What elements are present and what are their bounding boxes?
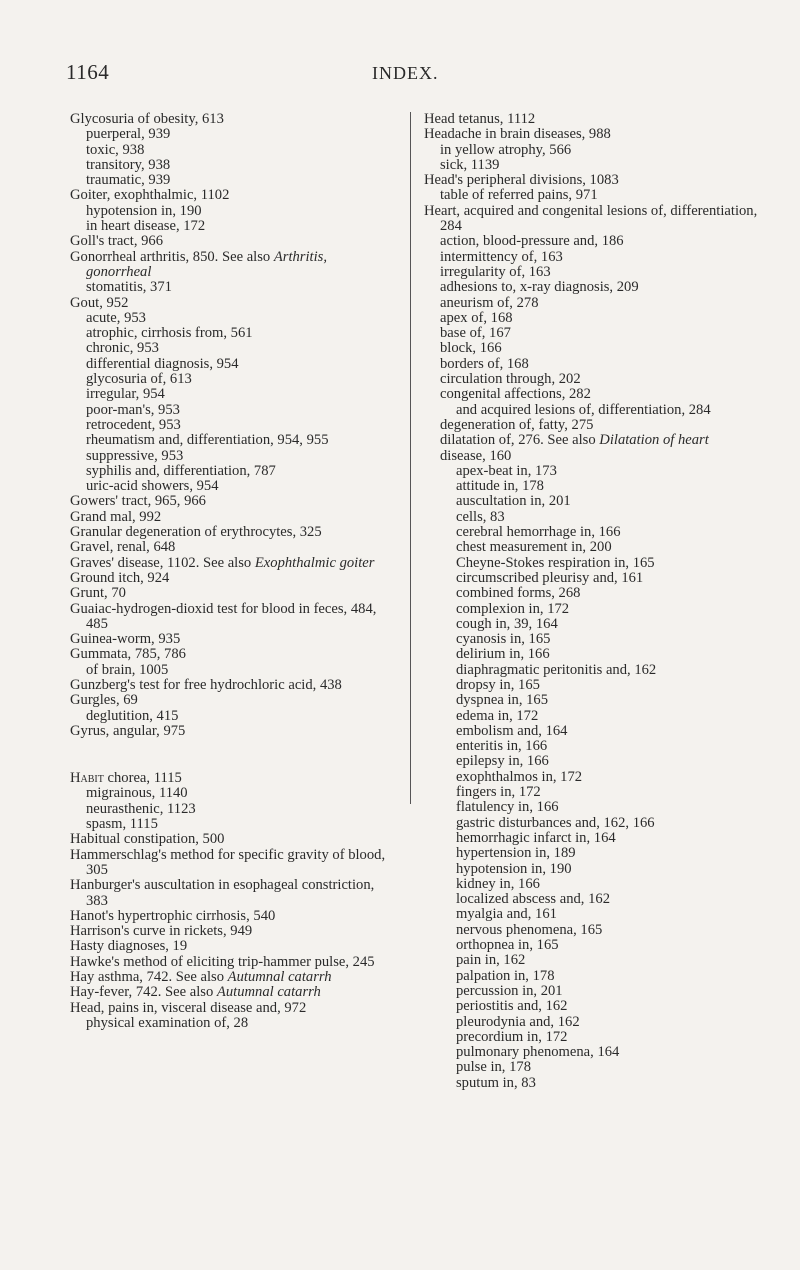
entry-text: disease, 160 xyxy=(440,447,512,464)
entry-text: spasm, 1115 xyxy=(86,816,158,833)
cross-reference: Autumnal catarrh xyxy=(227,969,332,986)
entry-text: Head, pains in, visceral disease and, 972 xyxy=(70,999,307,1016)
entry-text: Granular degeneration of erythrocytes, 325 xyxy=(70,524,322,541)
index-subentry xyxy=(424,984,764,999)
index-entry xyxy=(70,848,396,879)
entry-text: Goiter, exophthalmic, 1102 xyxy=(70,187,230,204)
index-subentry xyxy=(424,739,764,754)
index-subentry xyxy=(424,311,764,326)
entry-text: puerperal, 939 xyxy=(86,126,171,143)
index-subentry xyxy=(424,969,764,984)
entry-text: cerebral hemorrhage in, 166 xyxy=(456,524,621,541)
entry-text: combined forms, 268 xyxy=(456,585,581,602)
entry-text: chronic, 953 xyxy=(86,340,159,357)
index-entry xyxy=(70,296,396,311)
entry-text: Headache in brain diseases, 988 xyxy=(424,126,611,143)
entry-text: of brain, 1005 xyxy=(86,661,169,678)
entry-text: chest measurement in, 200 xyxy=(456,539,612,556)
index-subentry xyxy=(424,403,764,418)
index-entry xyxy=(424,112,764,127)
index-entry xyxy=(70,1001,396,1016)
entry-text: circumscribed pleurisy and, 161 xyxy=(456,569,644,586)
index-subentry xyxy=(424,907,764,922)
entry-text: deglutition, 415 xyxy=(86,707,179,724)
entry-text: apex-beat in, 173 xyxy=(456,462,557,479)
entry-text: Harrison's curve in rickets, 949 xyxy=(70,923,253,940)
entry-text: aneurism of, 278 xyxy=(440,294,539,311)
entry-text: in yellow atrophy, 566 xyxy=(440,141,572,158)
entry-text: rheumatism and, differentiation, 954, 955 xyxy=(86,432,329,449)
index-subentry xyxy=(70,326,396,341)
index-subentry xyxy=(424,877,764,892)
entry-text: orthopnea in, 165 xyxy=(456,937,559,954)
index-subentry xyxy=(70,280,396,295)
index-entry xyxy=(70,602,396,633)
index-subentry xyxy=(424,372,764,387)
index-subentry xyxy=(424,464,764,479)
entry-text: adhesions to, x-ray diagnosis, 209 xyxy=(440,279,639,296)
index-subentry xyxy=(424,479,764,494)
index-column-right xyxy=(424,112,764,1091)
entry-text: toxic, 938 xyxy=(86,141,145,158)
index-subentry xyxy=(70,479,396,494)
entry-text: sick, 1139 xyxy=(440,156,500,173)
index-entry xyxy=(70,525,396,540)
entry-text: Gurgles, 69 xyxy=(70,692,138,709)
index-subentry xyxy=(70,433,396,448)
index-subentry xyxy=(70,372,396,387)
entry-text: complexion in, 172 xyxy=(456,600,570,617)
index-subentry xyxy=(424,938,764,953)
index-subentry xyxy=(424,678,764,693)
index-entry xyxy=(70,678,396,693)
entry-text: pulse in, 178 xyxy=(456,1059,531,1076)
index-subentry xyxy=(424,265,764,280)
entry-text: Hasty diagnoses, 19 xyxy=(70,938,188,955)
index-entry xyxy=(70,494,396,509)
entry-text: apex of, 168 xyxy=(440,309,513,326)
entry-text: Gunzberg's test for free hydrochloric acid, 438 xyxy=(70,676,342,693)
index-subentry xyxy=(424,326,764,341)
index-entry xyxy=(70,985,396,1000)
index-subentry xyxy=(70,311,396,326)
entry-text: localized abscess and, 162 xyxy=(456,891,610,908)
index-entry xyxy=(70,571,396,586)
index-subentry xyxy=(424,250,764,265)
entry-text: transitory, 938 xyxy=(86,156,171,173)
index-subentry xyxy=(70,219,396,234)
entry-text: atrophic, cirrhosis from, 561 xyxy=(86,325,253,342)
entry-text: Hanot's hypertrophic cirrhosis, 540 xyxy=(70,907,276,924)
index-entry xyxy=(70,234,396,249)
entry-text: Gyrus, angular, 975 xyxy=(70,722,186,739)
index-subentry xyxy=(424,693,764,708)
index-subentry xyxy=(424,785,764,800)
entry-small-caps: Habit xyxy=(70,770,104,787)
entry-text: Gravel, renal, 648 xyxy=(70,539,176,556)
index-subentry xyxy=(424,999,764,1014)
index-entry xyxy=(70,112,396,127)
entry-text: Ground itch, 924 xyxy=(70,569,170,586)
index-entry xyxy=(70,955,396,970)
entry-text: Graves' disease, 1102. See also xyxy=(70,554,255,571)
entry-text: attitude in, 178 xyxy=(456,478,544,495)
index-subentry xyxy=(70,802,396,817)
index-subentry xyxy=(70,357,396,372)
index-subentry xyxy=(424,754,764,769)
entry-text: gastric disturbances and, 162, 166 xyxy=(456,814,655,831)
entry-text: enteritis in, 166 xyxy=(456,738,548,755)
index-entry xyxy=(70,510,396,525)
entry-text: Habitual constipation, 500 xyxy=(70,831,225,848)
entry-text: irregular, 954 xyxy=(86,386,165,403)
index-subentry xyxy=(70,464,396,479)
cross-reference: Dilatation of heart xyxy=(599,432,709,449)
index-subentry xyxy=(424,846,764,861)
page-number: 1164 xyxy=(66,60,110,84)
entry-text: diaphragmatic peritonitis and, 162 xyxy=(456,661,657,678)
index-subentry xyxy=(70,449,396,464)
entry-text: Goll's tract, 966 xyxy=(70,233,164,250)
index-entry xyxy=(70,586,396,601)
entry-text: palpation in, 178 xyxy=(456,967,555,984)
index-subentry xyxy=(424,449,764,464)
entry-text: embolism and, 164 xyxy=(456,722,568,739)
index-entry xyxy=(70,724,396,739)
index-subentry xyxy=(424,341,764,356)
entry-text: percussion in, 201 xyxy=(456,982,563,999)
index-subentry xyxy=(424,617,764,632)
entry-text: hypotension in, 190 xyxy=(456,860,572,877)
entry-text: cough in, 39, 164 xyxy=(456,615,558,632)
entry-text: intermittency of, 163 xyxy=(440,248,563,265)
index-subentry xyxy=(424,1045,764,1060)
index-subentry xyxy=(424,770,764,785)
entry-text: precordium in, 172 xyxy=(456,1028,568,1045)
entry-text: Gout, 952 xyxy=(70,294,129,311)
entry-text: chorea, 1115 xyxy=(103,770,182,787)
entry-text: Grunt, 70 xyxy=(70,585,126,602)
entry-text: hypotension in, 190 xyxy=(86,202,202,219)
entry-text: Gummata, 785, 786 xyxy=(70,646,186,663)
index-entry xyxy=(70,909,396,924)
index-subentry xyxy=(424,540,764,555)
entry-text: acute, 953 xyxy=(86,309,146,326)
index-subentry xyxy=(424,647,764,662)
index-entry xyxy=(70,771,396,786)
entry-text: Hay asthma, 742. See also xyxy=(70,969,228,986)
entry-text: uric-acid showers, 954 xyxy=(86,478,219,495)
cross-reference: Exophthalmic goiter xyxy=(254,554,375,571)
index-subentry xyxy=(424,234,764,249)
entry-text: pulmonary phenomena, 164 xyxy=(456,1044,620,1061)
entry-text: poor-man's, 953 xyxy=(86,401,180,418)
index-entry xyxy=(70,693,396,708)
entry-text: base of, 167 xyxy=(440,325,511,342)
index-subentry xyxy=(70,341,396,356)
entry-text: in heart disease, 172 xyxy=(86,218,206,235)
cross-reference: Autumnal catarrh xyxy=(216,984,321,1001)
cross-reference: Arthritis, gonorrheal xyxy=(86,248,327,280)
index-subentry xyxy=(70,403,396,418)
index-subentry xyxy=(424,953,764,968)
index-subentry xyxy=(424,586,764,601)
index-subentry xyxy=(424,1015,764,1030)
entry-text: kidney in, 166 xyxy=(456,875,540,892)
index-entry xyxy=(424,204,764,235)
index-subentry xyxy=(70,143,396,158)
index-entry xyxy=(70,970,396,985)
entry-text: Guinea-worm, 935 xyxy=(70,631,181,648)
index-subentry xyxy=(424,923,764,938)
entry-text: edema in, 172 xyxy=(456,707,539,724)
entry-text: neurasthenic, 1123 xyxy=(86,800,196,817)
entry-text: dilatation of, 276. See also xyxy=(440,432,600,449)
entry-text: myalgia and, 161 xyxy=(456,906,557,923)
index-entry xyxy=(70,250,396,281)
index-entry xyxy=(70,832,396,847)
index-entry xyxy=(70,939,396,954)
entry-text: epilepsy in, 166 xyxy=(456,753,549,770)
index-subentry xyxy=(424,1030,764,1045)
index-subentry xyxy=(424,892,764,907)
index-subentry xyxy=(424,1076,764,1091)
index-subentry xyxy=(70,418,396,433)
entry-text: physical examination of, 28 xyxy=(86,1014,249,1031)
index-subentry xyxy=(424,143,764,158)
index-subentry xyxy=(424,433,764,448)
entry-text: cells, 83 xyxy=(456,508,505,525)
index-entry xyxy=(70,647,396,662)
index-subentry xyxy=(424,1060,764,1075)
index-entry xyxy=(424,173,764,188)
index-subentry xyxy=(70,1016,396,1031)
index-subentry xyxy=(424,418,764,433)
index-entry xyxy=(424,127,764,142)
column-divider xyxy=(410,112,411,804)
index-subentry xyxy=(70,387,396,402)
index-subentry xyxy=(424,556,764,571)
index-subentry xyxy=(70,204,396,219)
index-subentry xyxy=(424,525,764,540)
entry-text: pleurodynia and, 162 xyxy=(456,1013,580,1030)
entry-text: Hanburger's auscultation in esophageal constriction, 383 xyxy=(70,877,375,909)
index-subentry xyxy=(424,387,764,402)
index-subentry xyxy=(424,188,764,203)
entry-text: Gonorrheal arthritis, 850. See also xyxy=(70,248,274,265)
index-subentry xyxy=(424,816,764,831)
entry-text: Grand mal, 992 xyxy=(70,508,162,525)
index-subentry xyxy=(424,800,764,815)
entry-text: dyspnea in, 165 xyxy=(456,692,549,709)
index-subentry xyxy=(424,831,764,846)
entry-text: Head tetanus, 1112 xyxy=(424,111,536,127)
entry-text: differential diagnosis, 954 xyxy=(86,355,239,372)
index-subentry xyxy=(424,571,764,586)
index-column-left xyxy=(70,112,396,1031)
index-subentry xyxy=(424,510,764,525)
entry-text: Glycosuria of obesity, 613 xyxy=(70,111,224,127)
entry-text: flatulency in, 166 xyxy=(456,799,559,816)
index-subentry xyxy=(70,817,396,832)
index-subentry xyxy=(70,127,396,142)
entry-text: hypertension in, 189 xyxy=(456,845,576,862)
entry-text: cyanosis in, 165 xyxy=(456,631,551,648)
entry-text: pain in, 162 xyxy=(456,952,526,969)
entry-text: hemorrhagic infarct in, 164 xyxy=(456,829,616,846)
entry-text: Head's peripheral divisions, 1083 xyxy=(424,172,619,189)
entry-text: Hay-fever, 742. See also xyxy=(70,984,217,1001)
entry-text: exophthalmos in, 172 xyxy=(456,768,583,785)
entry-text: Cheyne-Stokes respiration in, 165 xyxy=(456,554,655,571)
entry-text: Hawke's method of eliciting trip-hammer pulse, 245 xyxy=(70,953,375,970)
entry-text: dropsy in, 165 xyxy=(456,676,540,693)
index-subentry xyxy=(424,602,764,617)
index-entry xyxy=(70,878,396,909)
index-subentry xyxy=(424,709,764,724)
entry-text: Guaiac-hydrogen-dioxid test for blood in feces, 484, 485 xyxy=(70,600,377,632)
index-subentry xyxy=(424,663,764,678)
entry-text: stomatitis, 371 xyxy=(86,279,172,296)
entry-text: glycosuria of, 613 xyxy=(86,371,192,388)
index-subentry xyxy=(424,724,764,739)
entry-text: Gowers' tract, 965, 966 xyxy=(70,493,206,510)
index-subentry xyxy=(70,663,396,678)
entry-text: syphilis and, differentiation, 787 xyxy=(86,462,276,479)
entry-text: delirium in, 166 xyxy=(456,646,550,663)
entry-text: congenital affections, 282 xyxy=(440,386,591,403)
entry-text: retrocedent, 953 xyxy=(86,416,181,433)
index-subentry xyxy=(70,709,396,724)
entry-text: block, 166 xyxy=(440,340,502,357)
index-subentry xyxy=(424,357,764,372)
section-gap xyxy=(70,739,396,771)
index-subentry xyxy=(70,786,396,801)
entry-text: action, blood-pressure and, 186 xyxy=(440,233,624,250)
index-subentry xyxy=(424,494,764,509)
index-subentry xyxy=(424,280,764,295)
index-entry xyxy=(70,188,396,203)
index-subentry xyxy=(424,862,764,877)
index-subentry xyxy=(70,173,396,188)
entry-text: table of referred pains, 971 xyxy=(440,187,598,204)
entry-text: and acquired lesions of, differentiation, 284 xyxy=(456,401,711,418)
entry-text: nervous phenomena, 165 xyxy=(456,921,603,938)
entry-text: degeneration of, fatty, 275 xyxy=(440,416,594,433)
entry-text: Hammerschlag's method for specific gravity of blood, 305 xyxy=(70,846,386,878)
entry-text: irregularity of, 163 xyxy=(440,263,551,280)
index-entry xyxy=(70,924,396,939)
page-title: INDEX. xyxy=(372,63,439,83)
index-entry xyxy=(70,556,396,571)
entry-text: circulation through, 202 xyxy=(440,371,581,388)
entry-text: fingers in, 172 xyxy=(456,784,541,801)
index-entry xyxy=(70,540,396,555)
entry-text: traumatic, 939 xyxy=(86,172,171,189)
index-subentry xyxy=(424,296,764,311)
index-subentry xyxy=(70,158,396,173)
index-subentry xyxy=(424,158,764,173)
index-subentry xyxy=(424,632,764,647)
entry-text: auscultation in, 201 xyxy=(456,493,571,510)
entry-text: suppressive, 953 xyxy=(86,447,184,464)
entry-text: Heart, acquired and congenital lesions of, differentiation, 284 xyxy=(424,202,758,235)
index-entry xyxy=(70,632,396,647)
entry-text: migrainous, 1140 xyxy=(86,785,188,802)
entry-text: periostitis and, 162 xyxy=(456,998,568,1015)
entry-text: borders of, 168 xyxy=(440,355,529,372)
entry-text: sputum in, 83 xyxy=(456,1074,536,1091)
